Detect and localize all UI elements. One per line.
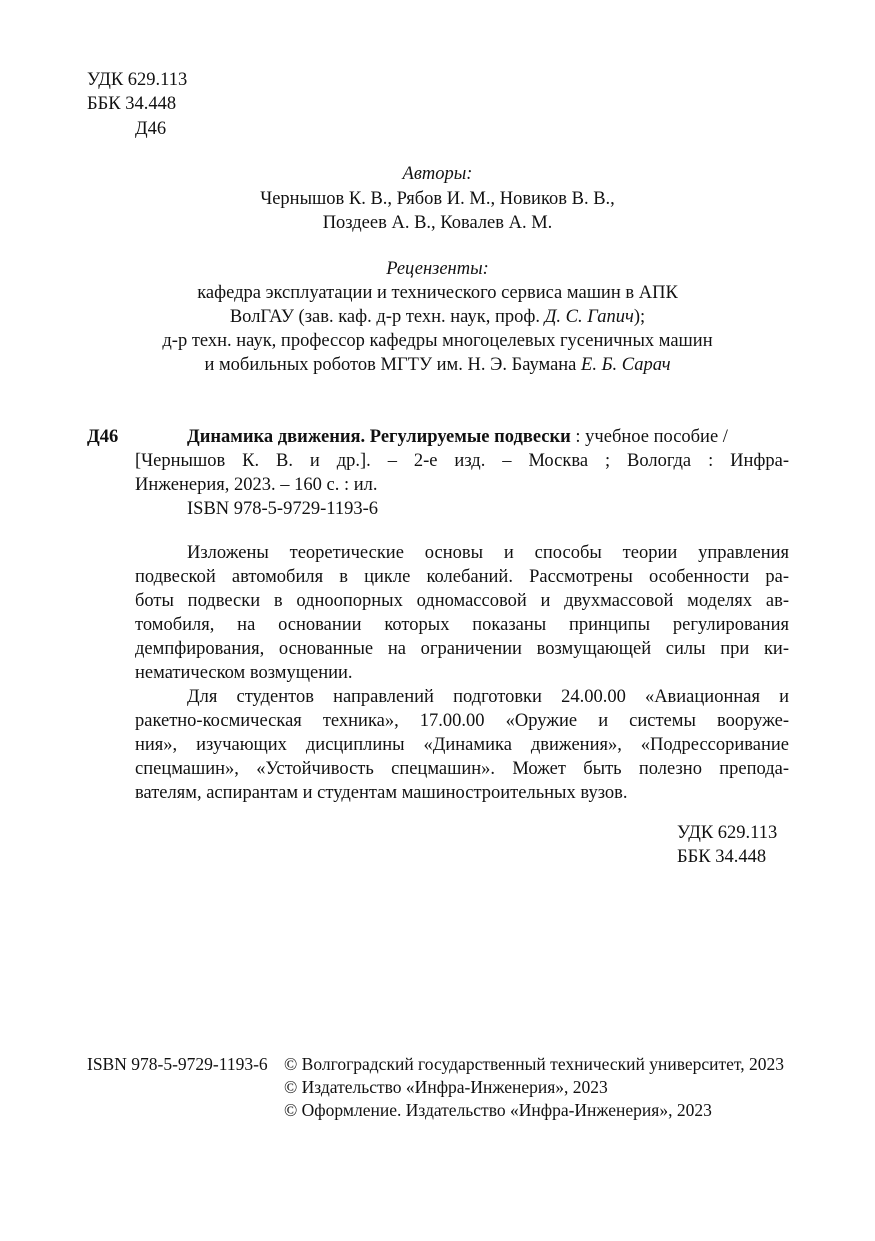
abstract-p1-line-1: Изложены теоретические основы и способы теории управления xyxy=(187,543,789,563)
book-title: Динамика движения. Регулируемые подвески xyxy=(187,427,571,447)
copyright-line-1: © Волгоградский государственный технический университет, 2023 xyxy=(284,1054,784,1074)
abstract-p1-line-2: подвеской автомобиля в цикле колебаний. Рассмотрены особенности ра- xyxy=(135,567,789,587)
abstract-p2-line-5: вателям, аспирантам и студентам машиностроительных вузов. xyxy=(135,783,628,803)
abstract-p1-line-3: боты подвески в одноопорных одномассовой и двухмассовой моделях ав- xyxy=(135,591,789,611)
authors-heading: Авторы: xyxy=(402,164,473,184)
reviewer-name-sarach: Е. Б. Сарач xyxy=(581,355,671,375)
copyright-isbn: ISBN 978-5-9729-1193-6 xyxy=(87,1054,268,1074)
copyright-line-2: © Издательство «Инфра-Инженерия», 2023 xyxy=(284,1077,608,1097)
author-mark-top: Д46 xyxy=(135,119,167,139)
record-author-mark: Д46 xyxy=(87,427,119,447)
record-line-3: Инженерия, 2023. – 160 с. : ил. xyxy=(135,475,378,495)
authors-line-2: Поздеев А. В., Ковалев А. М. xyxy=(322,213,553,233)
reviewers-line-4 xyxy=(0,353,875,377)
bbk-bottom: ББК 34.448 xyxy=(677,847,767,867)
reviewers-heading: Рецензенты: xyxy=(386,259,489,279)
record-line-1 xyxy=(187,425,728,449)
abstract-p2-line-3: ния», изучающих дисциплины «Динамика движения», «Подрессоривание xyxy=(135,735,789,755)
abstract-p2-line-1: Для студентов направлений подготовки 24.00.00 «Авиационная и xyxy=(187,687,789,707)
reviewers-line-2-text: ВолГАУ (зав. каф. д-р техн. наук, проф. xyxy=(229,307,545,327)
reviewers-line-2 xyxy=(0,305,875,329)
authors-line-1: Чернышов К. В., Рябов И. М., Новиков В. В., xyxy=(260,189,615,209)
bbk-top: ББК 34.448 xyxy=(87,94,177,114)
reviewers-line-1: кафедра эксплуатации и технического сервиса машин в АПК xyxy=(197,283,678,303)
abstract-p1-line-5: демпфирования, основанные на ограничении возмущающей силы при ки- xyxy=(135,639,789,659)
reviewer-name-gapich: Д. С. Гапич xyxy=(544,307,634,327)
record-line-1-rest: : учебное пособие / xyxy=(570,427,728,447)
record-line-2: [Чернышов К. В. и др.]. – 2-е изд. – Москва ; Вологда : Инфра- xyxy=(135,451,789,471)
copyright-line-3: © Оформление. Издательство «Инфра-Инженерия», 2023 xyxy=(284,1100,712,1120)
reviewers-line-3: д-р техн. наук, профессор кафедры многоцелевых гусеничных машин xyxy=(162,331,713,351)
udk-bottom: УДК 629.113 xyxy=(677,823,778,843)
abstract-p1-line-4: томобиля, на основании которых показаны принципы регулирования xyxy=(135,615,789,635)
abstract-p2-line-2: ракетно-космическая техника», 17.00.00 «Оружие и системы вооруже- xyxy=(135,711,789,731)
udk-top: УДК 629.113 xyxy=(87,70,188,90)
abstract-p2-line-4: спецмашин», «Устойчивость спецмашин». Может быть полезно препода- xyxy=(135,759,789,779)
abstract-p1-line-6: нематическом возмущении. xyxy=(135,663,353,683)
reviewers-line-2-end: ); xyxy=(633,307,646,327)
record-isbn: ISBN 978-5-9729-1193-6 xyxy=(187,499,378,519)
reviewers-line-4-text: и мобильных роботов МГТУ им. Н. Э. Баумана xyxy=(204,355,582,375)
